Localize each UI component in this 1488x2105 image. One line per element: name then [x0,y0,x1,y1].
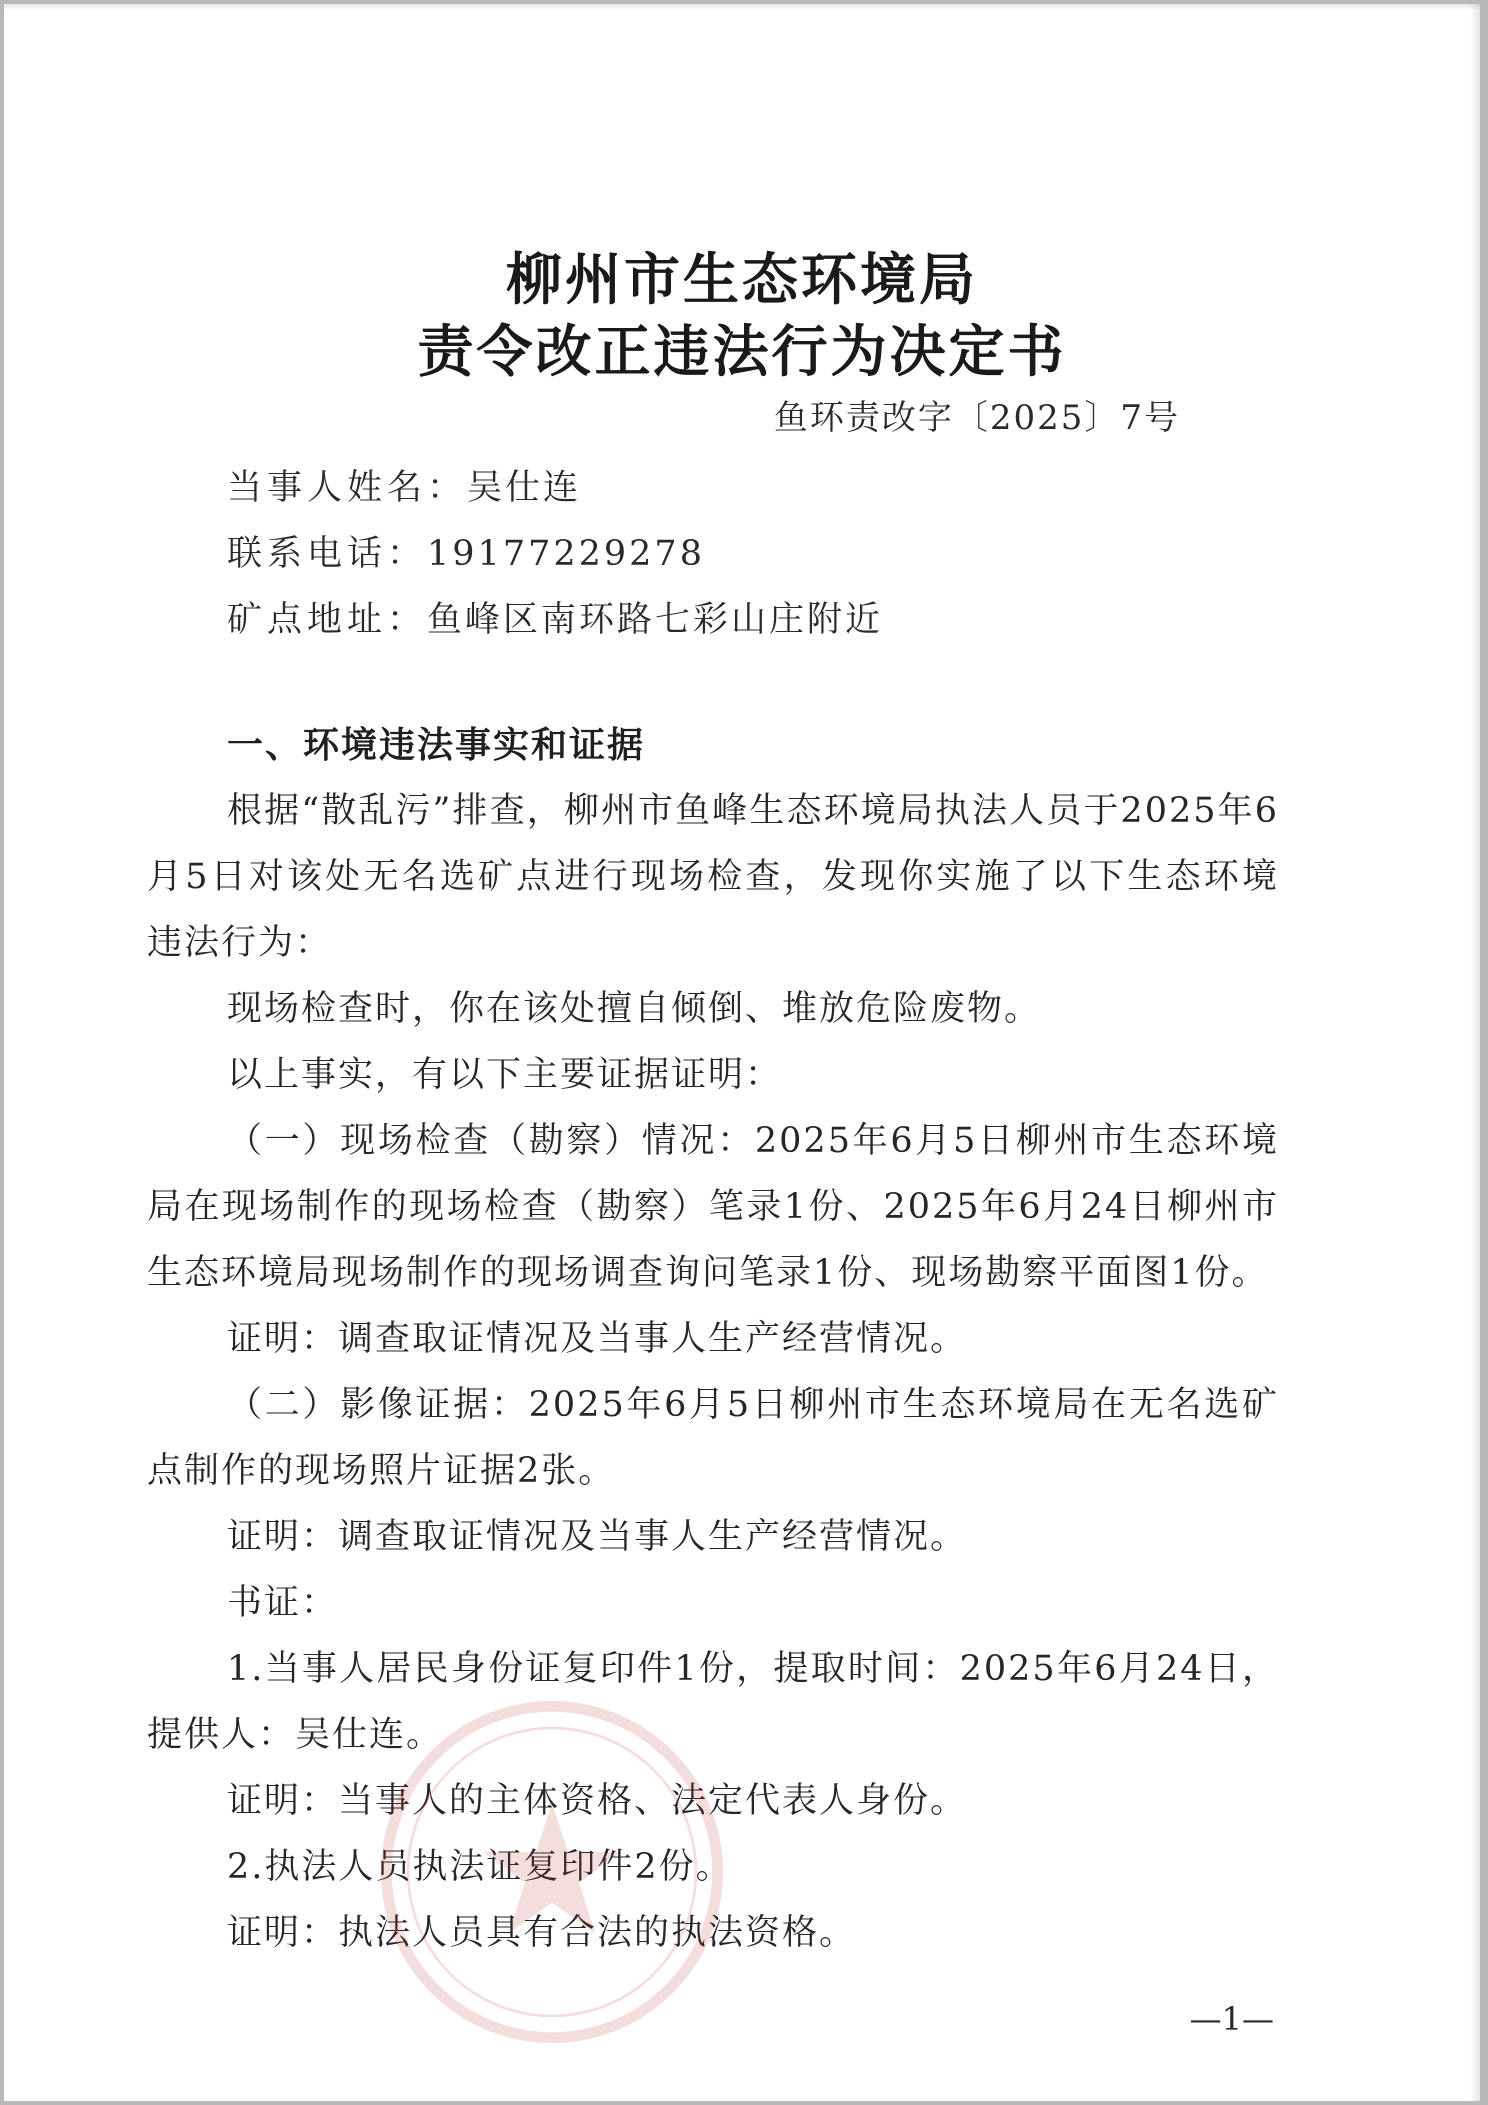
party-name-field [227,460,581,510]
paragraph-evidence-intro: 以上事实，有以下主要证据证明： [227,1055,783,1095]
paragraph-documentary-evidence: 书证： [227,1583,339,1623]
document-title: 责令改正违法行为决定书 [417,319,1067,385]
paragraph-proof-3: 证明：当事人的主体资格、法定代表人身份。 [227,1781,968,1821]
paragraph-evidence-site-inspection: （一）现场检查（勘察）情况：2025年6月5日柳州市生态环境局在现场制作的现场检查（勘察）笔录1份、2025年6月24日柳州市生态环境局现场制作的现场调查询问笔录1份、现场勘察平面图1份。 [147,1121,1279,1293]
paragraph-proof-2: 证明：调查取证情况及当事人生产经营情况。 [227,1517,968,1557]
party-name-label: 当事人姓名： [227,468,468,508]
paragraph-violation: 现场检查时，你在该处擅自倾倒、堆放危险废物。 [227,989,1042,1029]
document-page [4,4,1480,2101]
paragraph-inspection-basis: 根据“散乱污”排查，柳州市鱼峰生态环境局执法人员于2025年6月5日对该处无名选矿点进行现场检查，发现你实施了以下生态环境违法行为： [147,791,1279,963]
party-address-value: 鱼峰区南环路七彩山庄附近 [427,600,884,640]
page-number: —1— [1189,2000,1274,2038]
party-phone-label: 联系电话： [227,534,428,574]
paragraph-evidence-photos: （二）影像证据：2025年6月5日柳州市生态环境局在无名选矿点制作的现场照片证据2张。 [147,1385,1279,1491]
paragraph-license-copy: 2.执法人员执法证复印件2份。 [227,1847,733,1887]
document-number: 鱼环责改字〔2025〕7号 [773,398,1180,438]
paragraph-id-copy: 1.当事人居民身份证复印件1份，提取时间：2025年6月24日，提供人：吴仕连。 [147,1649,1279,1755]
scan-edge-top [4,4,1480,10]
party-name-value: 吴仕连 [467,468,582,508]
paragraph-proof-4: 证明：执法人员具有合法的执法资格。 [227,1913,857,1953]
party-phone-value: 19177229278 [427,534,705,574]
party-address-label: 矿点地址： [227,600,428,640]
party-phone-field [227,526,705,576]
official-seal-stamp [372,1692,732,2052]
paragraph-proof-1: 证明：调查取证情况及当事人生产经营情况。 [227,1319,968,1359]
section-heading: 一、环境违法事实和证据 [227,724,646,766]
agency-title: 柳州市生态环境局 [506,247,978,313]
party-address-field [227,592,883,642]
